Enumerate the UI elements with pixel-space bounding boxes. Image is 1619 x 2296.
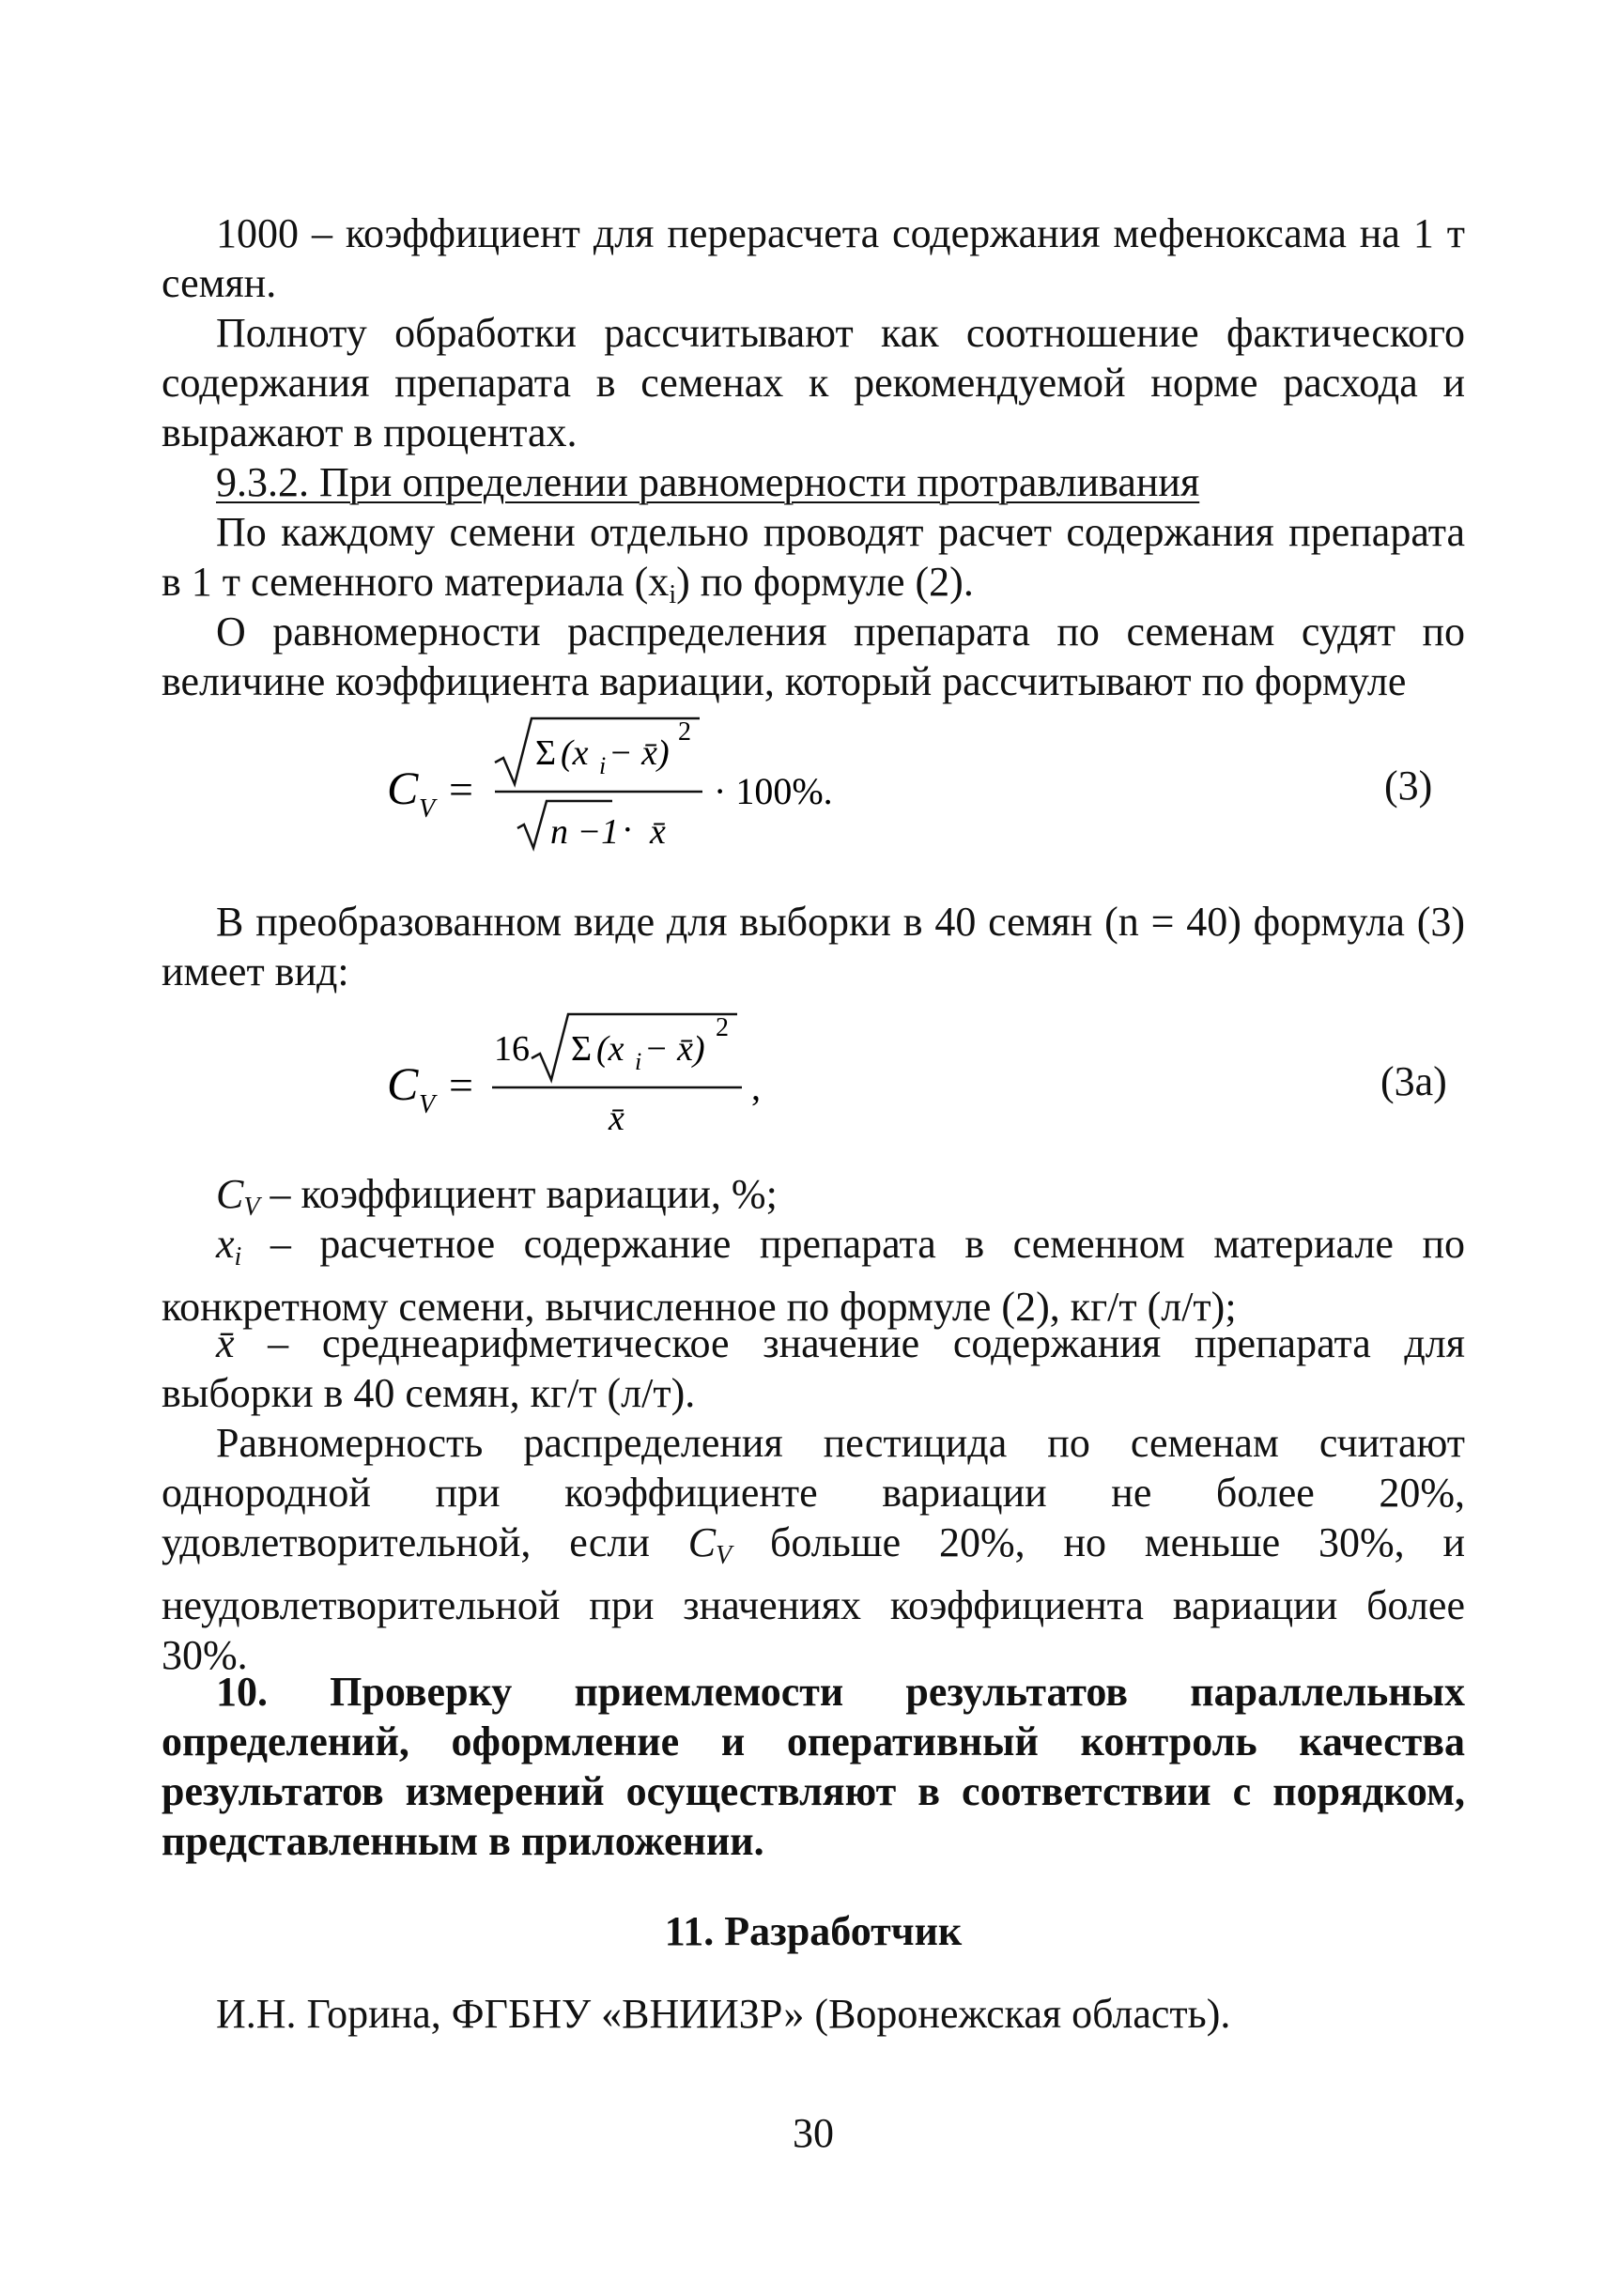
f3a-num-rest: − x̄) — [644, 1029, 705, 1069]
developer-line: И.Н. Горина, ФГБНУ «ВНИИЗР» (Воронежская область). — [216, 1991, 1231, 2037]
page-number: 30 — [793, 2110, 834, 2156]
f3a-tail: , — [751, 1066, 761, 1108]
subsection-heading-9-3-2: 9.3.2. При определении равномерности протравливания — [216, 459, 1200, 505]
paragraph-transformed: В преобразованном виде для выборки в 40 семян (n = 40) формула (3) имеет вид: — [162, 899, 1465, 994]
paragraph-uniformity: О равномерности распределения препарата по семенам судят по величине коэффициента вариации, который рассчитывают по формуле — [162, 609, 1465, 704]
f3a-num-i: i — [635, 1048, 642, 1075]
formula-3a-svg — [0, 1009, 1619, 1150]
f3a-num-sigma: Σ — [571, 1029, 593, 1069]
f3a-num-pow: 2 — [716, 1013, 729, 1042]
f3-den-n: n −1 — [550, 812, 620, 852]
f3-num-sigma: Σ — [535, 733, 557, 773]
f3a-den: x̄ — [609, 1099, 624, 1138]
f3-tail: · 100%. — [714, 770, 833, 812]
f3a-lhs-sub: V — [419, 1090, 436, 1119]
definition-xi: $x_i$ – расчетное содержание препарата в семенном материале по конкретному семени, вычисленное по формуле (2), кг/т (л/т); — [162, 1221, 1465, 1330]
f3-num-body: (x — [561, 733, 589, 773]
paragraph-coefficient: 1000 – коэффициент для перерасчета содержания мефеноксама на 1 т семян. — [162, 210, 1465, 306]
f3-den-dot: · — [622, 810, 634, 850]
paragraph-evaluation: Равномерность распределения пестицида по семенам считают однородной при коэффициенте вариации не более 20%, удовлетворительной, если $C_V$ больше 20%, но меньше 30%, и неудовлетворительной при значениях коэффициента вариации более 30%. — [162, 1420, 1465, 1678]
formula-3-svg — [0, 714, 1619, 873]
formula-3a — [0, 1009, 1619, 1150]
f3-num-pow: 2 — [678, 717, 691, 747]
f3a-lhs-c: C — [387, 1057, 419, 1110]
f3-den-xbar: x̄ — [650, 812, 666, 852]
f3-num-rest: − x̄) — [609, 733, 670, 773]
f3-num-i: i — [599, 752, 607, 779]
f3a-coef: 16 — [494, 1029, 530, 1069]
f3a-equals: = — [449, 1061, 473, 1109]
f3a-num-body: (x — [596, 1029, 624, 1069]
definition-cv: $C_V$ – коэффициент вариации, %; — [216, 1171, 778, 1222]
paragraph-completeness: Полноту обработки рассчитывают как соотношение фактического содержания препарата в семенах к рекомендуемой норме расхода и выражают в процентах. — [162, 310, 1465, 455]
f3-lhs-c: C — [387, 762, 419, 814]
definition-xbar: x̄ – среднеарифметическое значение содержания препарата для выборки в 40 семян, кг/т (л/т). — [162, 1320, 1465, 1416]
section-10: 10. Проверку приемлемости результатов параллельных определений, оформление и оперативный контроль качества результатов измерений осуществляют в соответствии с порядком, представленным в приложении. — [162, 1669, 1465, 1864]
formula-3 — [0, 714, 1619, 873]
f3-lhs-sub: V — [419, 794, 436, 824]
section-11-title: 11. Разработчик — [664, 1908, 963, 1954]
formula-3a-number: (3а) — [1380, 1058, 1447, 1104]
f3-equals: = — [449, 765, 473, 813]
paragraph-per-seed: По каждому семени отдельно проводят расчет содержания препарата в 1 т семенного материала $(x_i)$ по формуле (2). — [162, 509, 1465, 609]
formula-3-number: (3) — [1384, 763, 1433, 809]
